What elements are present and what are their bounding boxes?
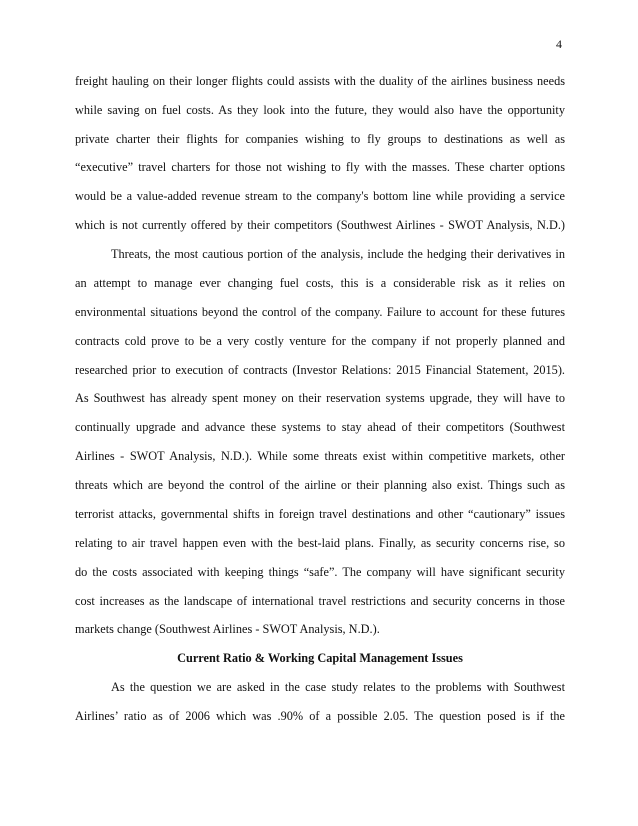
paragraph-line: which is not currently offered by their competitors (Southwest Airlines - SWOT Analysis, N.D.) (75, 218, 565, 232)
page-number: 4 (556, 37, 562, 51)
paragraph-line: private charter their flights for companies wishing to fly groups to destinations as well as (75, 132, 565, 146)
paragraph-line: contracts cold prove to be a very costly venture for the company if not properly planned and (75, 334, 565, 348)
paragraph-line: Threats, the most cautious portion of the analysis, include the hedging their derivatives in (111, 247, 565, 261)
paragraph-line: markets change (Southwest Airlines - SWOT Analysis, N.D.). (75, 622, 380, 636)
paragraph-line: while saving on fuel costs. As they look into the future, they would also have the opportunity (75, 103, 565, 117)
paragraph-line: researched prior to execution of contracts (Investor Relations: 2015 Financial Statement, 2015). (75, 363, 565, 377)
paragraph-line: an attempt to manage ever changing fuel costs, this is a considerable risk as it relies on (75, 276, 565, 290)
paragraph-line: would be a value-added revenue stream to the company's bottom line while providing a service (75, 189, 565, 203)
section-heading: Current Ratio & Working Capital Management Issues (177, 651, 463, 665)
paragraph-line: As Southwest has already spent money on their reservation systems upgrade, they will have to (75, 391, 565, 405)
paragraph-line: do the costs associated with keeping things “safe”. The company will have significant security (75, 565, 565, 579)
paragraph-line: freight hauling on their longer flights could assists with the duality of the airlines business needs (75, 74, 565, 88)
paragraph-line: environmental situations beyond the control of the company. Failure to account for these futures (75, 305, 565, 319)
paragraph-line: cost increases as the landscape of international travel restrictions and security concerns in those (75, 594, 565, 608)
paragraph-line: “executive” travel charters for those not wishing to fly with the masses. These charter options (75, 160, 565, 174)
paragraph-line: Airlines’ ratio as of 2006 which was .90% of a possible 2.05. The question posed is if the (75, 709, 565, 723)
paragraph-line: relating to air travel happen even with the best-laid plans. Finally, as security concerns rise, so (75, 536, 565, 550)
paragraph-line: terrorist attacks, governmental shifts in foreign travel destinations and other “cautionary” issues (75, 507, 565, 521)
paragraph-line: threats which are beyond the control of the airline or their planning also exist. Things such as (75, 478, 565, 492)
paragraph-line: As the question we are asked in the case study relates to the problems with Southwest (111, 680, 565, 694)
paragraph-line: Airlines - SWOT Analysis, N.D.). While some threats exist within competitive markets, other (75, 449, 565, 463)
paragraph-line: continually upgrade and advance these systems to stay ahead of their competitors (Southwest (75, 420, 565, 434)
